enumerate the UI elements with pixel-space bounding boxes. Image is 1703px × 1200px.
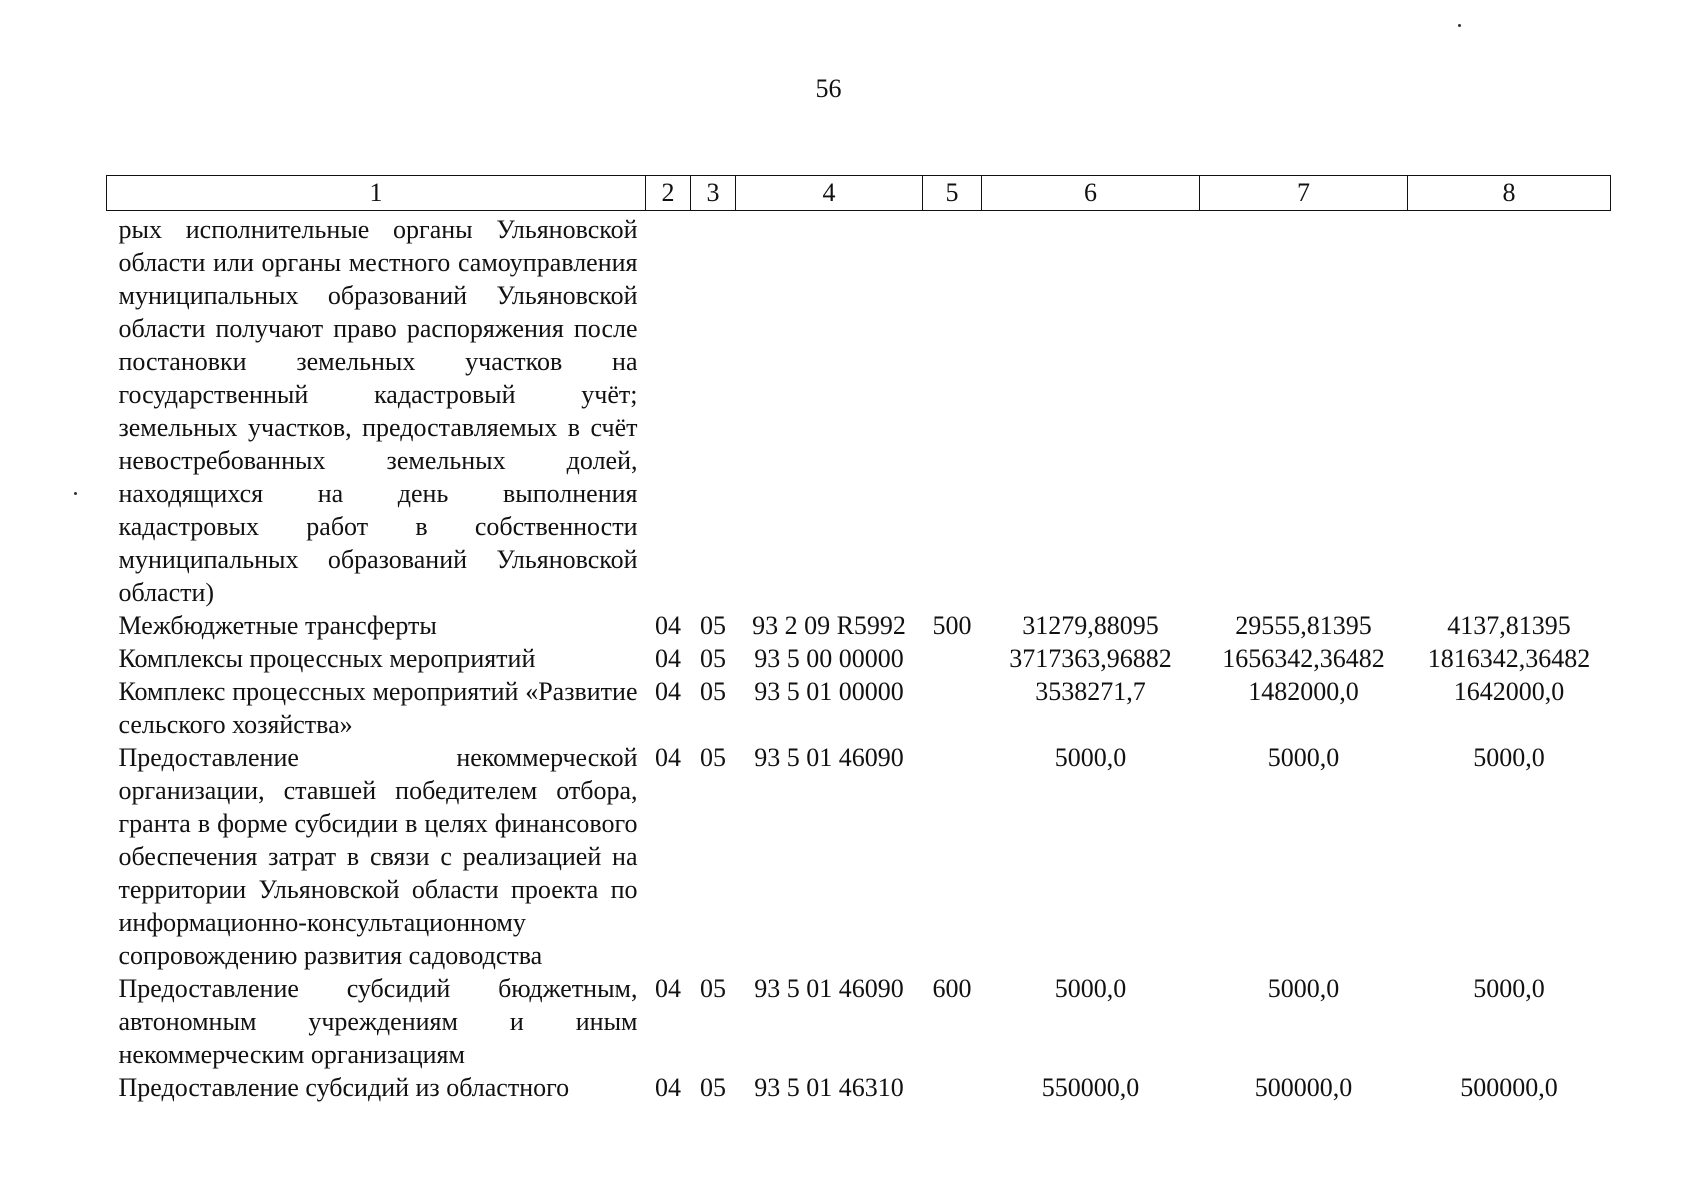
row-value-col7: 1482000,0	[1248, 677, 1359, 706]
row-value-col6: 550000,0	[1041, 1073, 1140, 1102]
header-col-8: 8	[1408, 176, 1611, 211]
row-value-col7: 500000,0	[1254, 1073, 1353, 1102]
row-code-section: 04	[655, 974, 681, 1003]
row-value-col6: 5000,0	[1054, 743, 1127, 772]
row-value-col8: 5000,0	[1473, 743, 1545, 772]
row-value-col8: 1642000,0	[1453, 677, 1565, 706]
row-value-col6	[982, 211, 1200, 610]
row-code-subsection	[691, 211, 736, 610]
row-value-col7: 5000,0	[1267, 974, 1340, 1003]
row-code-target: 93 5 01 46310	[754, 1073, 904, 1102]
row-code-subsection: 05	[700, 1073, 726, 1102]
row-code-target: 93 2 09 R5992	[752, 611, 906, 640]
row-code-subsection: 05	[700, 611, 726, 640]
scan-speck	[74, 492, 77, 495]
table-row	[107, 642, 1611, 675]
row-name: Предоставление некоммерческой организации, ставшей победителем отбора, гранта в форме субсидии в целях финансового обеспечения затрат в связи с реализацией на территории Ульяновской области проекта по информационно-консультационному сопровождению развития садоводства	[118, 743, 638, 970]
row-code-section: 04	[655, 1073, 681, 1102]
table-row	[107, 211, 1611, 610]
row-code-expense-type	[923, 741, 982, 972]
row-code-expense-type	[923, 211, 982, 610]
row-code-expense-type	[923, 1071, 982, 1104]
table-row	[107, 675, 1611, 741]
row-code-section: 04	[655, 743, 681, 772]
row-name: рых исполнительные органы Ульяновской области или органы местного самоуправления муниципальных образований Ульяновской области получают право распоряжения после постановки земельных участков на государственный кадастровый учёт; земельных участков, предоставляемых в счёт невостребованных земельных долей, находящихся на день выполнения кадастровых работ в собственности муниципальных образований Ульяновской области)	[118, 215, 638, 607]
row-code-section: 04	[655, 644, 681, 673]
row-code-target: 93 5 01 46090	[754, 974, 904, 1003]
row-code-target: 93 5 01 46090	[754, 743, 904, 772]
row-code-target: 93 5 00 00000	[754, 644, 904, 673]
row-name: Комплекс процессных мероприятий «Развитие сельского хозяйства»	[118, 677, 638, 739]
header-col-6: 6	[982, 176, 1200, 211]
header-col-4: 4	[736, 176, 923, 211]
row-value-col6: 5000,0	[1054, 974, 1127, 1003]
header-col-1: 1	[107, 176, 646, 211]
header-row	[107, 176, 1611, 211]
row-value-col8: 4137,81395	[1447, 611, 1571, 640]
row-value-col7: 5000,0	[1267, 743, 1340, 772]
row-code-target: 93 5 01 00000	[754, 677, 904, 706]
row-code-expense-type	[923, 675, 982, 741]
table-header	[107, 176, 1611, 211]
row-value-col8: 500000,0	[1460, 1073, 1558, 1102]
row-name: Предоставление субсидий бюджетным, автономным учреждениям и иным некоммерческим организациям	[118, 974, 638, 1069]
row-value-col6: 3538271,7	[1035, 677, 1146, 706]
row-code-section: 04	[655, 611, 681, 640]
table-row	[107, 741, 1611, 972]
table-body	[107, 211, 1611, 1105]
row-code-target	[736, 211, 923, 610]
row-code-expense-type	[923, 642, 982, 675]
row-value-col7	[1200, 211, 1408, 610]
row-name: Межбюджетные трансферты	[118, 611, 437, 640]
row-code-subsection: 05	[700, 974, 726, 1003]
row-code-subsection: 05	[700, 644, 726, 673]
scan-speck	[1458, 24, 1461, 27]
row-code-section: 04	[655, 677, 681, 706]
table-row	[107, 1071, 1611, 1104]
row-value-col7: 1656342,36482	[1222, 644, 1385, 673]
row-value-col7: 29555,81395	[1235, 611, 1372, 640]
row-value-col8	[1408, 211, 1611, 610]
row-value-col8: 1816342,36482	[1427, 644, 1591, 673]
row-value-col6: 3717363,96882	[1009, 644, 1172, 673]
budget-table	[106, 175, 1611, 1104]
row-code-subsection: 05	[700, 743, 726, 772]
table-row	[107, 972, 1611, 1071]
row-code-expense-type: 600	[932, 974, 972, 1003]
header-col-7: 7	[1200, 176, 1408, 211]
header-col-3: 3	[691, 176, 736, 211]
header-col-5: 5	[923, 176, 982, 211]
row-value-col8: 5000,0	[1473, 974, 1545, 1003]
row-name: Комплексы процессных мероприятий	[118, 644, 536, 673]
header-col-2: 2	[646, 176, 691, 211]
page-number-text: 56	[815, 74, 842, 103]
table-row	[107, 609, 1611, 642]
row-code-section	[646, 211, 691, 610]
row-code-expense-type: 500	[932, 611, 972, 640]
page-number	[0, 74, 1703, 104]
row-code-subsection: 05	[700, 677, 726, 706]
row-value-col6: 31279,88095	[1022, 611, 1159, 640]
row-name: Предоставление субсидий из областного	[118, 1073, 570, 1102]
